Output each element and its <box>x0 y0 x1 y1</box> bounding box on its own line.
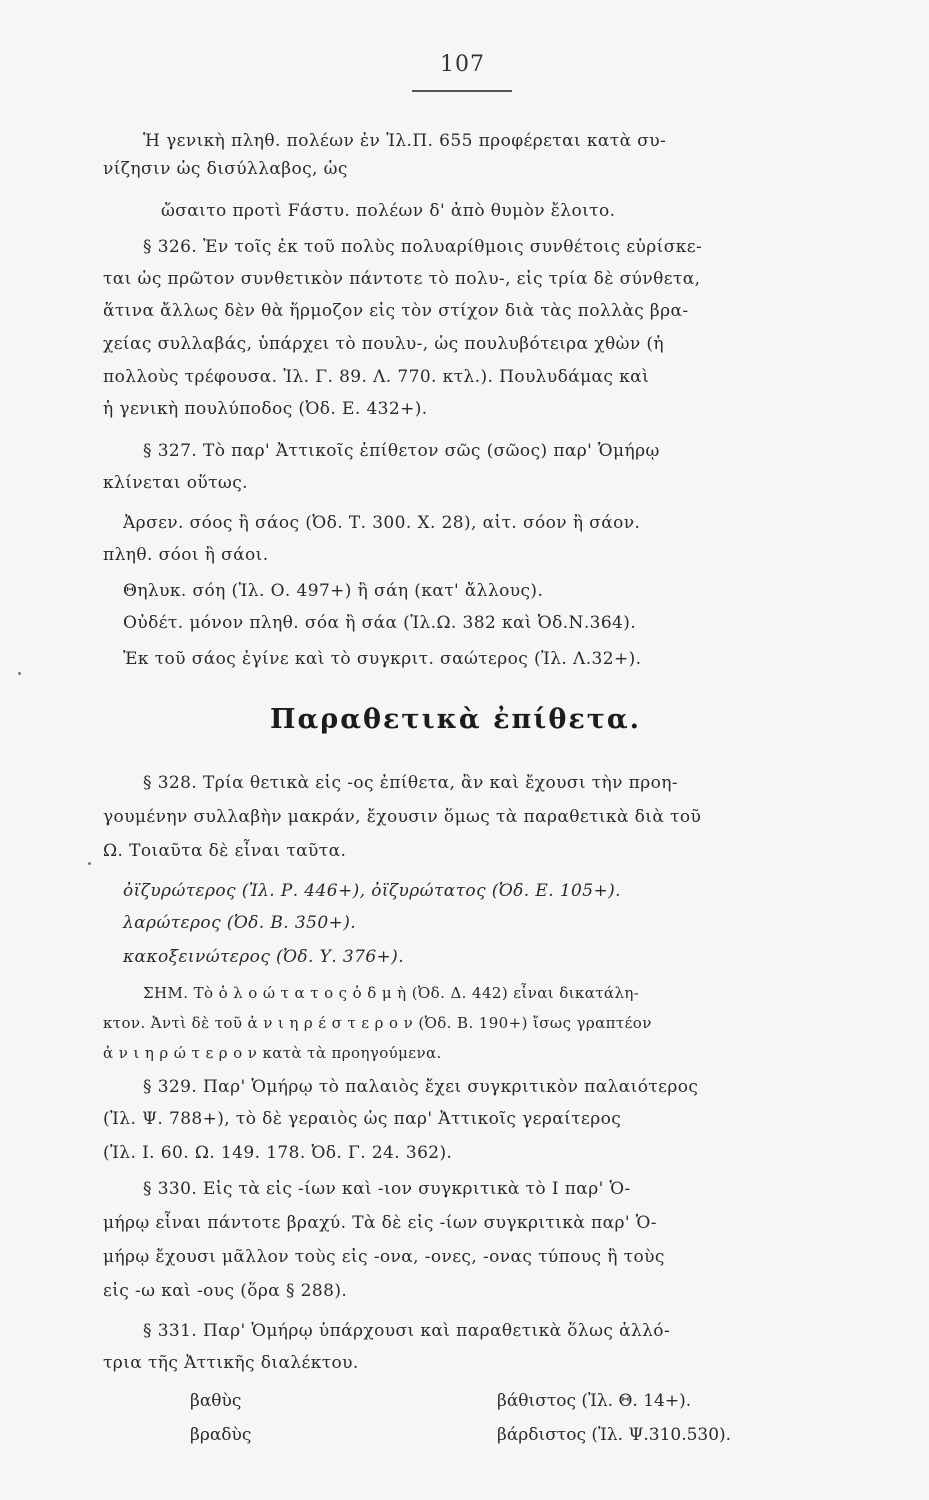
text-line: μήρῳ εἶναι πάντοτε βραχύ. Τὰ δὲ εἰς -ίων συγκριτικὰ παρ' Ὁ- <box>103 1213 657 1233</box>
text-line: μήρῳ ἔχουσι μᾶλλον τοὺς εἰς -ονα, -ονες, -ονας τύπους ἢ τοὺς <box>103 1247 665 1267</box>
note-line: ΣΗΜ. Τὸ ὁ λ ο ώ τ α τ ο ς ὁ δ μ ὴ (Ὀδ. Δ. 442) εἶναι δικατάλη- <box>143 984 640 1002</box>
text-line: (Ἰλ. Ι. 60. Ω. 149. 178. Ὀδ. Γ. 24. 362). <box>103 1143 453 1163</box>
example-line: ὀϊζυρώτερος (Ἰλ. Ρ. 446+), ὀϊζυρώτατος (Ὀδ. Ε. 105+). <box>123 881 621 901</box>
declension-line: Θηλυκ. σόη (Ἰλ. Ο. 497+) ἢ σάη (κατ' ἄλλους). <box>123 581 544 601</box>
text-line: ἅτινα ἄλλως δὲν θὰ ἥρμοζον εἰς τὸν στίχον διὰ τὰς πολλὰς βρα- <box>103 301 689 321</box>
text-line: ται ὡς πρῶτον συνθετικὸν πάντοτε τὸ πολυ-, εἰς τρία δὲ σύνθετα, <box>103 269 701 289</box>
paragraph-328: § 328. Τρία θετικὰ εἰς -ος ἐπίθετα, ἂν καὶ ἔχουσι τὴν προη- <box>143 773 678 793</box>
text-line: κλίνεται οὕτως. <box>103 473 248 493</box>
declension-line: Ἐκ τοῦ σάος ἐγίνε καὶ τὸ συγκριτ. σαώτερος (Ἰλ. Λ.32+). <box>123 649 642 669</box>
section-heading: Παραθετικὰ ἐπίθετα. <box>270 704 642 735</box>
text-line: χείας συλλαβάς, ὑπάρχει τὸ πουλυ-, ὡς πουλυβότειρα χθὼν (ἡ <box>103 334 664 354</box>
paragraph-331: § 331. Παρ' Ὁμήρῳ ὑπάρχουσι καὶ παραθετικὰ ὅλως ἀλλό- <box>143 1321 671 1341</box>
text-line: Ἡ γενικὴ πληθ. πολέων ἐν Ἰλ.Π. 655 προφέρεται κατὰ συ- <box>143 131 667 151</box>
text-line: εἰς -ω καὶ -ους (ὅρα § 288). <box>103 1281 348 1301</box>
paragraph-327: § 327. Τὸ παρ' Ἀττικοῖς ἐπίθετον σῶς (σῶος) παρ' Ὁμήρῳ <box>143 441 660 461</box>
superlative-form: βάρδιστος (Ἰλ. Ψ.310.530). <box>497 1425 732 1445</box>
paragraph-330: § 330. Εἰς τὰ εἰς -ίων καὶ -ιον συγκριτικὰ τὸ Ι παρ' Ὁ- <box>143 1179 631 1199</box>
text-line: γουμένην συλλαβὴν μακράν, ἔχουσιν ὅμως τὰ παραθετικὰ διὰ τοῦ <box>103 807 702 827</box>
paragraph-329: § 329. Παρ' Ὁμήρῳ τὸ παλαιὸς ἔχει συγκριτικὸν παλαιότερος <box>143 1077 699 1097</box>
positive-form: βραδὺς <box>190 1425 252 1445</box>
page-number-rule <box>412 90 512 92</box>
example-line: κακοξεινώτερος (Ὀδ. Υ. 376+). <box>123 947 405 967</box>
quote-line: ὤσαιτο προτὶ Fάστυ. πολέων δ' ἀπὸ θυμὸν ἔλοιτο. <box>161 201 616 221</box>
text-line: Ω. Τοιαῦτα δὲ εἶναι ταῦτα. <box>103 841 347 861</box>
superlative-form: βάθιστος (Ἰλ. Θ. 14+). <box>497 1391 692 1411</box>
text-line: τρια τῆς Ἀττικῆς διαλέκτου. <box>103 1353 359 1373</box>
note-line: ἀ ν ι η ρ ώ τ ε ρ ο ν κατὰ τὰ προηγούμενα. <box>103 1044 442 1062</box>
paragraph-326: § 326. Ἐν τοῖς ἐκ τοῦ πολὺς πολυαρίθμοις συνθέτοις εὑρίσκε- <box>143 237 703 257</box>
example-line: λαρώτερος (Ὀδ. Β. 350+). <box>123 913 357 933</box>
page-number: 107 <box>440 52 485 77</box>
text-line: (Ἰλ. Ψ. 788+), τὸ δὲ γεραιὸς ὡς παρ' Ἀττικοῖς γεραίτερος <box>103 1109 622 1129</box>
text-line: νίζησιν ὡς δισύλλαβος, ὡς <box>103 159 348 179</box>
text-line: ἡ γενικὴ πουλύποδος (Ὀδ. Ε. 432+). <box>103 399 428 419</box>
text-line: πολλοὺς τρέφουσα. Ἰλ. Γ. 89. Λ. 770. κτλ.). Πουλυδάμας καὶ <box>103 367 650 387</box>
scan-speck <box>88 862 91 865</box>
declension-line: πληθ. σόοι ἢ σάοι. <box>103 545 269 565</box>
positive-form: βαθὺς <box>190 1391 242 1411</box>
declension-line: Ἀρσεν. σόος ἢ σάος (Ὀδ. Τ. 300. Χ. 28), αἰτ. σόον ἢ σάον. <box>123 513 641 533</box>
declension-line: Οὐδέτ. μόνον πληθ. σόα ἢ σάα (Ἰλ.Ω. 382 καὶ Ὀδ.Ν.364). <box>123 613 637 633</box>
scan-speck <box>18 672 21 675</box>
note-line: κτον. Ἀντὶ δὲ τοῦ ἀ ν ι η ρ έ σ τ ε ρ ο ν (Ὀδ. Β. 190+) ἴσως γραπτέον <box>103 1014 652 1032</box>
